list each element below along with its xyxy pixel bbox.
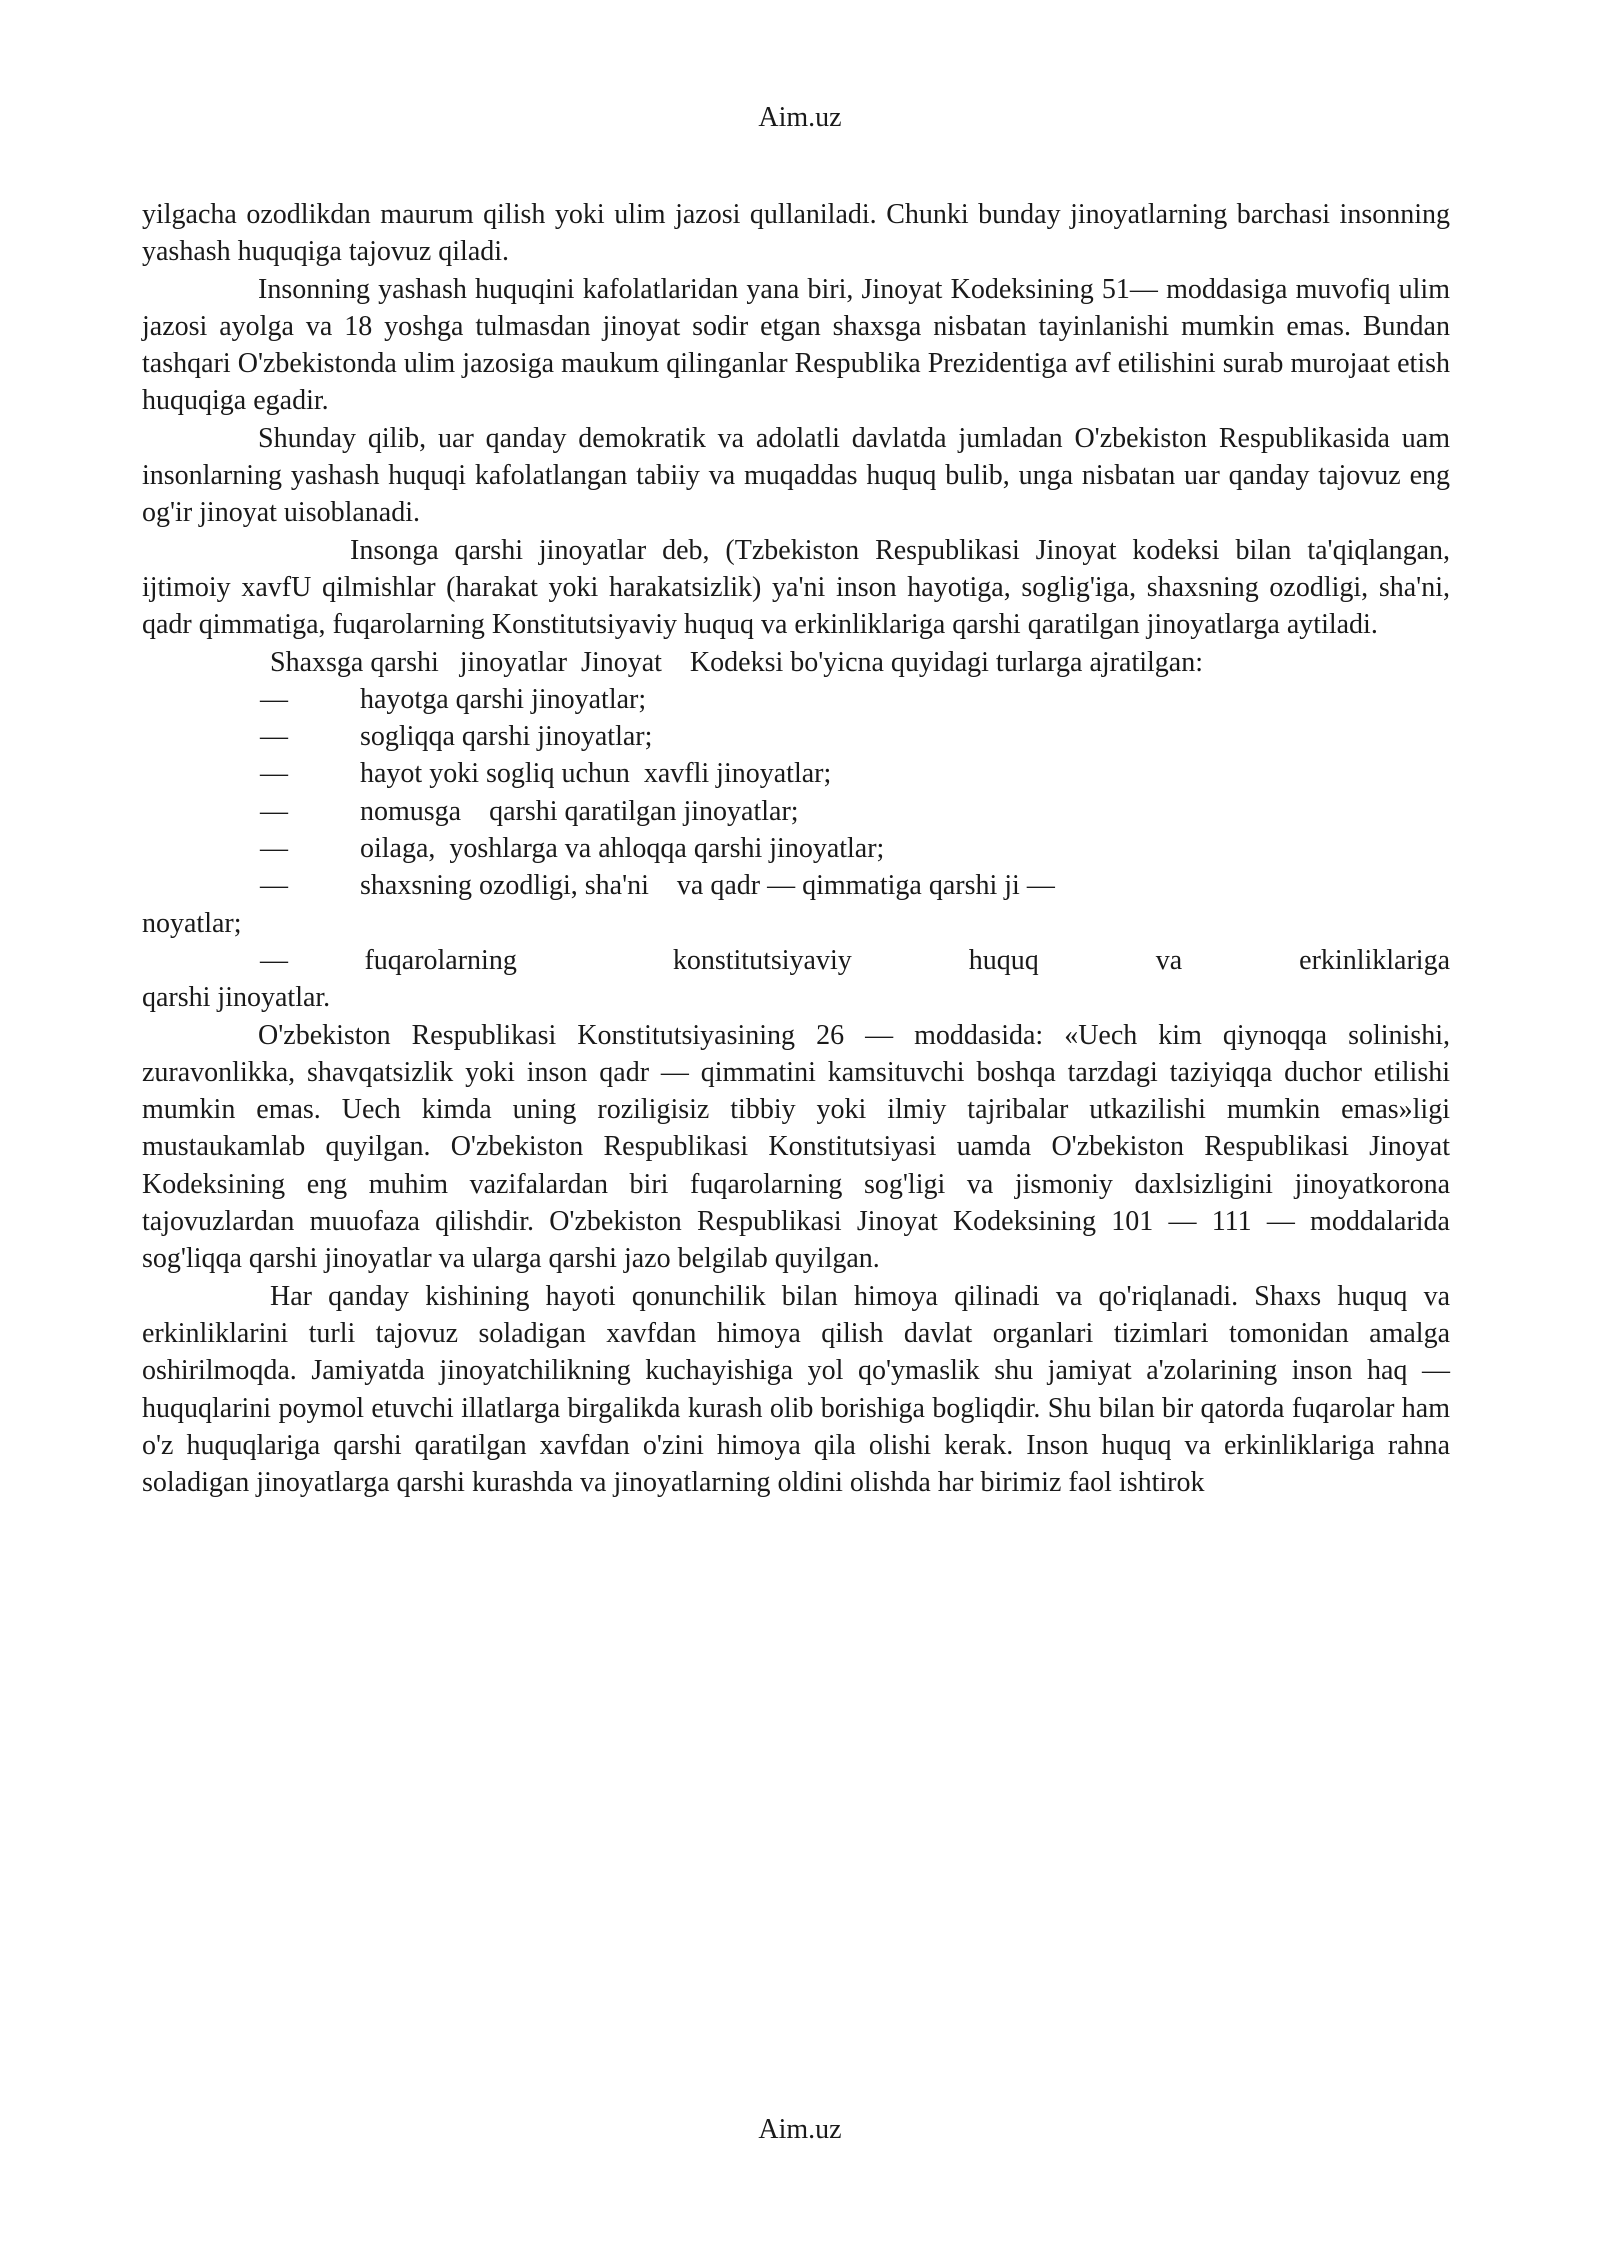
dash-bullet: — xyxy=(260,833,288,865)
list-item-text: fuqarolarning konstitutsiyaviy huquq va erkinliklariga xyxy=(364,944,1450,976)
list-item-continuation: noyatlar; xyxy=(142,907,242,939)
list-item xyxy=(142,718,1450,755)
dash-bullet: — xyxy=(260,758,288,790)
paragraph-6: O'zbekiston Respublikasi Konstitutsiyasining 26 — moddasida: «Uech kim qiynoqqa solinishi, zuravonlikka, shavqatsizlik yoki inson qadr — qimmatini kamsituvchi boshqa tarzdagi taziyiqqa duchor etilishi mumkin emas. Uech kimda uning roziligisiz tibbiy yoki ilmiy tajribalar utkazilishi mumkin emas»ligi mustaukamlab quyilgan. O'zbekiston Respublikasi Konstitutsiyasi uamda O'zbekiston Respublikasi Jinoyat Kodeksining eng muhim vazifalardan biri fuqarolarning sog'ligi va jismoniy daxlsizligini jinoyatkorona tajovuzlardan muuofaza qilishdir. O'zbekiston Respublikasi Jinoyat Kodeksining 101 — 111 — moddalarida sog'liqqa qarshi jinoyatlar va ularga qarshi jazo belgilab quyilgan. xyxy=(142,1019,1450,1275)
list-item-text: hayotga qarshi jinoyatlar; xyxy=(360,683,647,715)
list-item-continuation: qarshi jinoyatlar. xyxy=(142,982,331,1014)
paragraph-5: Shaxsga qarshi jinoyatlar Jinoyat Kodeksi bo'yicna quyidagi turlarga ajratilgan: xyxy=(270,646,1203,678)
list-item xyxy=(142,942,1450,979)
dash-bullet: — xyxy=(260,721,288,753)
list-item xyxy=(142,867,1450,904)
list-item xyxy=(142,755,1450,792)
paragraph-7: Har qanday kishining hayoti qonunchilik bilan himoya qilinadi va qo'riqlanadi. Shaxs huquq va erkinliklarini turli tajovuz soladigan xavfdan himoya qilish davlat organlari tizimlari tomonidan amalga oshirilmoqda. Jamiyatda jinoyatchilikning kuchayishiga yol qo'ymaslik shu jamiyat a'zolarining inson haq — huquqlarini poymol etuvchi illatlarga birgalikda kurash olib borishiga bogliqdir. Shu bilan bir qatorda fuqarolar ham o'z huquqlariga qarshi qaratilgan xavfdan o'zini himoya qila olishi kerak. Inson huquq va erkinliklariga rahna soladigan jinoyatlarga qarshi kurashda va jinoyatlarning oldini olishda har birimiz faol ishtirok xyxy=(142,1280,1450,1499)
list-item xyxy=(142,793,1450,830)
list-item-text: hayot yoki sogliq uchun xavfli jinoyatlar; xyxy=(360,758,832,790)
dash-bullet: — xyxy=(260,795,288,827)
list-item-text: sogliqqa qarshi jinoyatlar; xyxy=(360,721,653,753)
document-body xyxy=(142,196,1450,1501)
page-header: Aim.uz xyxy=(758,102,842,133)
list-item-text: nomusga qarshi qaratilgan jinoyatlar; xyxy=(360,795,799,827)
dash-bullet: — xyxy=(260,870,288,902)
paragraph-4: Insonga qarshi jinoyatlar deb, (Tzbekiston Respublikasi Jinoyat kodeksi bilan ta'qiqlangan, ijtimoiy xavfU qilmishlar (harakat yoki harakatsizlik) ya'ni inson hayotiga, soglig'iga, shaxsning ozodligi, sha'ni, qadr qimmatiga, fuqarolarning Konstitutsiyaviy huquq va erkinliklariga qarshi qaratilgan jinoyatlarga aytiladi. xyxy=(142,534,1450,641)
paragraph-1: yilgacha ozodlikdan maurum qilish yoki ulim jazosi qullaniladi. Chunki bunday jinoyatlarning barchasi insonning yashash huquqiga tajovuz qiladi. xyxy=(142,199,1450,268)
crime-types-list xyxy=(142,681,1450,1017)
dash-bullet: — xyxy=(260,683,288,715)
list-item-text: oilaga, yoshlarga va ahloqqa qarshi jinoyatlar; xyxy=(360,833,885,865)
list-item xyxy=(142,681,1450,718)
page-footer: Aim.uz xyxy=(758,2114,842,2145)
paragraph-2: Insonning yashash huquqini kafolatlaridan yana biri, Jinoyat Kodeksining 51— moddasiga muvofiq ulim jazosi ayolga va 18 yoshga tulmasdan jinoyat sodir etgan shaxsga nisbatan tayinlanishi mumkin emas. Bundan tashqari O'zbekistonda ulim jazosiga maukum qilinganlar Respublika Prezidentiga avf etilishini surab murojaat etish huquqiga egadir. xyxy=(142,273,1450,417)
list-item-text: shaxsning ozodligi, sha'ni va qadr — qimmatiga qarshi ji — xyxy=(360,870,1055,902)
dash-bullet: — xyxy=(260,944,288,976)
paragraph-3: Shunday qilib, uar qanday demokratik va adolatli davlatda jumladan O'zbekiston Respublikasida uam insonlarning yashash huquqi kafolatlangan tabiiy va muqaddas huquq bulib, unga nisbatan uar qanday tajovuz eng og'ir jinoyat uisoblanadi. xyxy=(142,422,1450,529)
list-item xyxy=(142,830,1450,867)
